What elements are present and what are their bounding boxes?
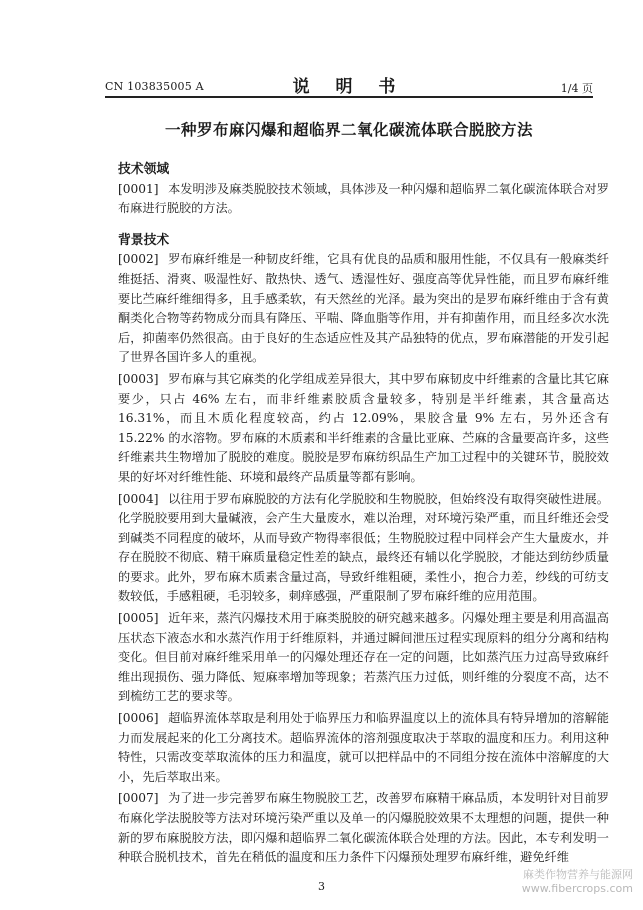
page-of-total: 1/4 页 bbox=[560, 82, 593, 95]
watermark bbox=[522, 868, 633, 896]
paragraph bbox=[118, 490, 609, 608]
paragraph-number: [0007] bbox=[118, 791, 159, 806]
watermark-url: www.fibercrops.com bbox=[521, 882, 633, 895]
paragraph-number: [0002] bbox=[118, 252, 159, 267]
patent-title: 一种罗布麻闪爆和超临界二氧化碳流体联合脱胶方法 bbox=[164, 121, 533, 139]
paragraph-text: 近年来，蒸汽闪爆技术用于麻类脱胶的研究越来越多。闪爆处理主要是利用高温高压状态下液态水和水蒸汽作用于纤维原料，并通过瞬间泄压过程实现原料的组分分离和结构变化。但目前对麻纤维采用单一的闪爆处理还存在一定的问题，比如蒸汽压力过高导致麻纤维出现损伤、强力降低、短麻率增加等现象；若蒸汽压力过低，则纤维的分裂度不高，达不到梳纺工艺的要求等。 bbox=[118, 611, 609, 704]
paragraph-number: [0006] bbox=[118, 711, 159, 726]
paragraph-number: [0001] bbox=[118, 181, 159, 196]
paragraph-number: [0003] bbox=[118, 371, 159, 386]
watermark-site-name: 麻类作物营养与能源网 bbox=[523, 868, 633, 881]
paragraph-number: [0004] bbox=[118, 491, 159, 506]
section-heading-background: 背景技术 bbox=[118, 232, 170, 248]
paragraph bbox=[118, 250, 609, 368]
document-type: 说 明 书 bbox=[292, 77, 406, 97]
paragraph-text: 超临界流体萃取是利用处于临界压力和临界温度以上的流体具有特异增加的溶解能力而发展起来的化工分离技术。超临界流体的溶剂强度取决于萃取的温度和压力。利用这种特性，只需改变萃取流体的压力和温度，就可以把样品中的不同组分按在流体中溶解度的大小，先后萃取出来。 bbox=[118, 711, 609, 784]
paragraph-number: [0005] bbox=[118, 611, 159, 626]
paragraph bbox=[118, 370, 609, 488]
section-heading-tech-field: 技术领域 bbox=[118, 162, 170, 177]
paragraph-text: 本发明涉及麻类脱胶技术领域，具体涉及一种闪爆和超临界二氧化碳流体联合对罗布麻进行脱胶的方法。 bbox=[118, 181, 609, 216]
paragraph bbox=[118, 609, 609, 707]
paragraph-text: 以往用于罗布麻脱胶的方法有化学脱胶和生物脱胶，但始终没有取得突破性进展。化学脱胶要用到大量碱液，会产生大量废水，难以治理，对环境污染严重，而且纤维还会受到碱类不同程度的破坏，从而导致产物得率很低；生物脱胶过程中同样会产生大量废水，并存在脱胶不彻底、精干麻质量稳定性差的缺点，最终还有辅以化学脱胶，才能达到纺纱质量的要求。此外，罗布麻木质素含量过高，导致纤维粗硬，柔性小，抱合力差，纱线的可纺支数较低，手感粗硬，毛羽较多，刺痒感强，严重限制了罗布麻纤维的应用范围。 bbox=[118, 491, 609, 604]
page-header bbox=[105, 72, 593, 98]
paragraph-text: 罗布麻纤维是一种韧皮纤维，它具有优良的品质和服用性能，不仅具有一般麻类纤维挺括、滑爽、吸湿性好、散热快、透气、透湿性好、强度高等优异性能，而且罗布麻纤维要比苎麻纤维细得多，且手感柔软，有天然丝的光泽。最为突出的是罗布麻纤维由于含有黄酮类化合物等药物成分而具有降压、平喘、降血脂等作用，并有抑菌作用，而且经多次水洗后，抑菌率仍然很高。由于良好的生态适应性及其产品独特的优点，罗布麻潜能的开发引起了世界各国许多人的重视。 bbox=[118, 252, 609, 365]
paragraph bbox=[118, 180, 609, 219]
paragraph bbox=[118, 709, 609, 787]
paragraph-text: 为了进一步完善罗布麻生物脱胶工艺，改善罗布麻精干麻品质，本发明针对目前罗布麻化学法脱胶等方法对环境污染严重以及单一的闪爆脱胶效果不太理想的问题，提供一种新的罗布麻脱胶方法，即闪爆和超临界二氧化碳流体联合处理的方法。因此，本专利发明一种联合脱机技术，首先在稍低的温度和压力条件下闪爆预处理罗布麻纤维，避免纤维 bbox=[118, 791, 609, 865]
patent-number: CN 103835005 A bbox=[105, 80, 204, 93]
page-number: 3 bbox=[318, 880, 325, 893]
paragraph bbox=[118, 789, 609, 867]
paragraph-text: 罗布麻与其它麻类的化学组成差异很大，其中罗布麻韧皮中纤维素的含量比其它麻要少，只占 46% 左右，而非纤维素胶质含量较多，特别是半纤维素，其含量高达 16.31%，而且木质化程度较高，约占 12.09%，果胶含量 9% 左右，另外还含有 15.22% 的水溶物。罗布麻的木质素和半纤维素的含量比亚麻、苎麻的含量要高许多，这些纤维素共生物增加了脱胶的难度。脱胶是罗布麻纺织品生产加工过程中的关键环节，脱胶效果的好坏对纤维性能、环境和最终产品质量等都有影响。 bbox=[118, 371, 609, 484]
document-body bbox=[118, 160, 609, 870]
